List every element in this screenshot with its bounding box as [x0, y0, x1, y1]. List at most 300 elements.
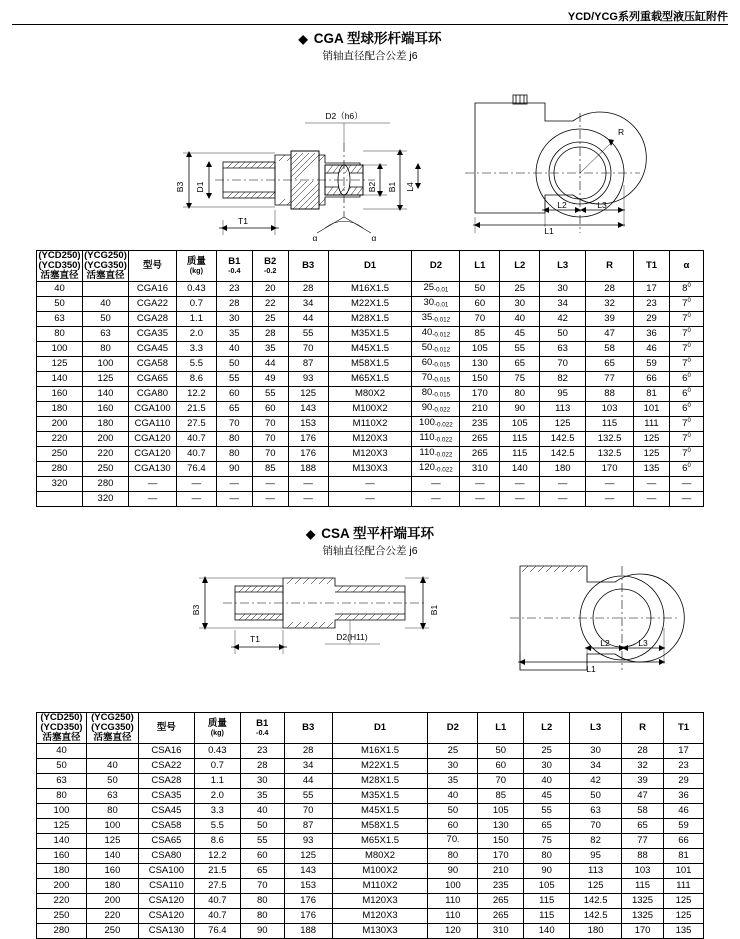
- cell-ycg-bore: 63: [86, 788, 138, 803]
- cell-d2: 90-0.022: [412, 401, 460, 416]
- svg-text:T1: T1: [250, 634, 260, 644]
- cell-l3: 180: [570, 923, 622, 938]
- cell-t1: 66: [663, 833, 703, 848]
- cell-l2: 25: [524, 743, 570, 758]
- cell-b1: 80: [240, 908, 284, 923]
- drawing-csa: [175, 558, 735, 688]
- cell-b2: 25: [252, 311, 288, 326]
- cell-d1: M35X1.5: [332, 788, 428, 803]
- cell-l1: 170: [478, 848, 524, 863]
- t2-hd-b3: B3: [284, 713, 332, 744]
- cell-r: 39: [586, 311, 634, 326]
- cell-ycg-bore: 80: [82, 341, 128, 356]
- t1-hd-b1-tol: -0.4: [228, 266, 241, 276]
- cell-mass: 12.2: [194, 848, 240, 863]
- table-row: [37, 296, 704, 311]
- t1-hd-l3: L3: [540, 251, 586, 282]
- table-row: [37, 446, 704, 461]
- t1-hd-b1: [216, 251, 252, 282]
- cell-d1: M45X1.5: [332, 803, 428, 818]
- t2-hd-b1-tol: -0.4: [256, 728, 269, 738]
- cell-b1: 30: [216, 311, 252, 326]
- cell-ycg-bore: 100: [86, 818, 138, 833]
- cell-mass: 27.5: [194, 878, 240, 893]
- t1-hd-mass: [176, 251, 216, 282]
- cell-b3: —: [288, 476, 328, 491]
- cell-t1: 125: [663, 893, 703, 908]
- svg-text:D2（h6）: D2（h6）: [325, 111, 363, 121]
- cell-l2: 90: [524, 863, 570, 878]
- cell-l3: 142.5: [570, 893, 622, 908]
- cell-b2: 35: [252, 341, 288, 356]
- cell-l1: 235: [478, 878, 524, 893]
- table-row: [37, 416, 704, 431]
- cell-model: CSA22: [138, 758, 194, 773]
- cell-model: CSA110: [138, 878, 194, 893]
- cell-t1: 36: [634, 326, 670, 341]
- cell-b1: —: [216, 491, 252, 506]
- cell-l1: 70: [478, 773, 524, 788]
- table-row: [37, 281, 704, 296]
- cell-b3: 93: [284, 833, 332, 848]
- cell-b3: 55: [284, 788, 332, 803]
- cell-l1: 70: [460, 311, 500, 326]
- t1-hd-alpha: α: [669, 251, 703, 282]
- cell-mass: 0.7: [176, 296, 216, 311]
- cell-l3: 30: [540, 281, 586, 296]
- t1-hd-t1: T1: [634, 251, 670, 282]
- cell-b3: 176: [288, 446, 328, 461]
- cell-d1: M58X1.5: [332, 818, 428, 833]
- cell-l3: 142.5: [540, 431, 586, 446]
- cell-t1: —: [634, 476, 670, 491]
- cell-b1: 80: [216, 431, 252, 446]
- table-row: [37, 401, 704, 416]
- cell-r: 1325: [622, 893, 664, 908]
- cell-model: CGA35: [128, 326, 176, 341]
- table-row: [37, 743, 704, 758]
- cell-ycg-bore: 250: [82, 461, 128, 476]
- cell-model: CSA16: [138, 743, 194, 758]
- cell-ycg-bore: 180: [86, 878, 138, 893]
- cell-l3: 42: [570, 773, 622, 788]
- table-row: [37, 431, 704, 446]
- cell-d1: —: [328, 491, 412, 506]
- cell-model: CSA120: [138, 893, 194, 908]
- t1-hd-l1: L1: [460, 251, 500, 282]
- cell-l2: 115: [524, 893, 570, 908]
- cell-alpha: $7^0$: [669, 341, 703, 356]
- cell-b3: —: [288, 491, 328, 506]
- cell-l3: —: [540, 491, 586, 506]
- cell-ycd-bore: 140: [37, 371, 83, 386]
- cell-alpha: $7^0$: [669, 446, 703, 461]
- cell-t1: 125: [663, 908, 703, 923]
- cell-alpha-degree: 0: [687, 328, 691, 335]
- table-row: [37, 788, 704, 803]
- cell-model: CGA110: [128, 416, 176, 431]
- cell-r: 65: [586, 356, 634, 371]
- cell-b1: 70: [216, 416, 252, 431]
- cell-ycg-bore: 40: [86, 758, 138, 773]
- cell-t1: 135: [663, 923, 703, 938]
- cell-mass: 21.5: [194, 863, 240, 878]
- cell-d1: M120X3: [328, 431, 412, 446]
- cell-r: 170: [586, 461, 634, 476]
- cell-d1: M22X1.5: [332, 758, 428, 773]
- cell-b3: 176: [284, 908, 332, 923]
- cell-l1: 235: [460, 416, 500, 431]
- cell-b2: 20: [252, 281, 288, 296]
- cell-d2: 110-0.022: [412, 431, 460, 446]
- cell-alpha: —: [669, 476, 703, 491]
- table-row: [37, 893, 704, 908]
- svg-text:L3: L3: [597, 200, 607, 210]
- cell-d1: M120X3: [332, 893, 428, 908]
- cell-l2: —: [500, 491, 540, 506]
- cell-l3: 82: [570, 833, 622, 848]
- cell-l1: 105: [460, 341, 500, 356]
- cell-ycd-bore: 63: [37, 311, 83, 326]
- svg-text:L2: L2: [600, 638, 610, 648]
- cell-l2: 80: [524, 848, 570, 863]
- cell-mass: 0.43: [194, 743, 240, 758]
- cell-ycd-bore: 160: [37, 848, 87, 863]
- svg-text:B2: B2: [367, 181, 377, 193]
- cell-r: 58: [622, 803, 664, 818]
- cell-d1: M58X1.5: [328, 356, 412, 371]
- cell-b3: 34: [284, 758, 332, 773]
- t1-hd-mass-unit: (kg): [189, 266, 203, 276]
- t2-hd-b1-label: B1: [256, 718, 269, 730]
- table-row: [37, 803, 704, 818]
- cell-d1: M110X2: [328, 416, 412, 431]
- cell-alpha-degree: 0: [687, 463, 691, 470]
- cell-b2: 44: [252, 356, 288, 371]
- cell-d2-tolerance: -0.015: [432, 361, 451, 369]
- cell-ycd-bore: 140: [37, 833, 87, 848]
- cell-d2: —: [412, 491, 460, 506]
- cell-ycd-bore: 160: [37, 386, 83, 401]
- cell-b1: —: [216, 476, 252, 491]
- cell-l1: —: [460, 491, 500, 506]
- cell-model: CGA120: [128, 431, 176, 446]
- cell-r: —: [586, 491, 634, 506]
- cell-d2: 35: [428, 773, 478, 788]
- cell-model: —: [128, 476, 176, 491]
- table-row: [37, 848, 704, 863]
- cell-alpha: $7^0$: [669, 356, 703, 371]
- cell-d1: M16X1.5: [328, 281, 412, 296]
- cell-d2: 120: [428, 923, 478, 938]
- table-row: [37, 311, 704, 326]
- svg-text:α: α: [312, 233, 318, 243]
- cell-alpha-degree: 0: [687, 283, 691, 290]
- cell-l3: 34: [570, 758, 622, 773]
- cell-d1: M100X2: [328, 401, 412, 416]
- cell-ycd-bore: 100: [37, 341, 83, 356]
- cell-d2-tolerance: -0.01: [434, 286, 449, 294]
- t1-hd-col2-l1: (YCG250): [84, 250, 127, 261]
- cell-alpha-degree: 0: [687, 448, 691, 455]
- cell-b3: 93: [288, 371, 328, 386]
- cell-mass: 40.7: [194, 908, 240, 923]
- cell-b1: 80: [216, 446, 252, 461]
- cell-mass: 2.0: [176, 326, 216, 341]
- cell-d2: 90: [428, 863, 478, 878]
- cell-r: 103: [586, 401, 634, 416]
- cell-alpha-degree: 0: [687, 433, 691, 440]
- cell-ycd-bore: 280: [37, 461, 83, 476]
- table-row: [37, 923, 704, 938]
- cell-ycd-bore: 180: [37, 401, 83, 416]
- t1-hd-mass-label: 质量: [186, 256, 206, 268]
- cell-ycg-bore: [82, 281, 128, 296]
- cell-ycd-bore: 125: [37, 818, 87, 833]
- cell-b1: 28: [216, 296, 252, 311]
- cell-ycd-bore: 220: [37, 431, 83, 446]
- cell-l3: 50: [570, 788, 622, 803]
- cell-r: 39: [622, 773, 664, 788]
- cell-r: 115: [622, 878, 664, 893]
- cell-ycd-bore: 200: [37, 878, 87, 893]
- table-row: [37, 833, 704, 848]
- table-row: [37, 356, 704, 371]
- cell-ycd-bore: 40: [37, 281, 83, 296]
- cell-ycd-bore: 50: [37, 296, 83, 311]
- cell-model: CSA130: [138, 923, 194, 938]
- cell-ycd-bore: 80: [37, 326, 83, 341]
- section-title-cga: [0, 27, 740, 47]
- cell-t1: 29: [663, 773, 703, 788]
- cell-d2-tolerance: -0.015: [432, 391, 451, 399]
- cell-l1: 265: [478, 893, 524, 908]
- cell-t1: 125: [634, 431, 670, 446]
- cell-d1: M120X3: [328, 446, 412, 461]
- cell-b1: 70: [240, 878, 284, 893]
- cell-d2-tolerance: -0.022: [434, 421, 453, 429]
- cell-t1: 23: [663, 758, 703, 773]
- cell-d2: 25: [428, 743, 478, 758]
- cell-alpha: $7^0$: [669, 311, 703, 326]
- cell-r: 58: [586, 341, 634, 356]
- t1-hd-r: R: [586, 251, 634, 282]
- section-subtitle-cga: 销轴直径配合公差 j6: [322, 50, 418, 62]
- cell-d2: 110-0.022: [412, 446, 460, 461]
- cell-model: —: [128, 491, 176, 506]
- cell-l2: 115: [500, 431, 540, 446]
- t1-hd-col1-l2: (YCD350): [38, 259, 81, 271]
- cell-d2: 35-0.012: [412, 311, 460, 326]
- cell-l2: 65: [524, 818, 570, 833]
- cell-ycg-bore: 180: [82, 416, 128, 431]
- cell-ycd-bore: 80: [37, 788, 87, 803]
- cell-ycg-bore: 160: [82, 401, 128, 416]
- cell-r: 47: [622, 788, 664, 803]
- cell-d2: 80-0.015: [412, 386, 460, 401]
- cell-d1: M35X1.5: [328, 326, 412, 341]
- cell-mass: 8.6: [176, 371, 216, 386]
- cell-model: CGA120: [128, 446, 176, 461]
- cell-b1: 40: [240, 803, 284, 818]
- cell-t1: 17: [634, 281, 670, 296]
- t2-hd-mass-label: 质量: [207, 718, 227, 730]
- cell-r: 77: [622, 833, 664, 848]
- cell-b3: 44: [284, 773, 332, 788]
- cell-l2: 75: [500, 371, 540, 386]
- cell-t1: 46: [663, 803, 703, 818]
- cell-l1: 265: [478, 908, 524, 923]
- cell-r: 115: [586, 416, 634, 431]
- svg-text:B3: B3: [191, 604, 201, 616]
- cell-b1: 65: [240, 863, 284, 878]
- table-row: [37, 326, 704, 341]
- cell-b2: 49: [252, 371, 288, 386]
- cell-ycg-bore: 140: [86, 848, 138, 863]
- table-row: [37, 758, 704, 773]
- cell-ycd-bore: 50: [37, 758, 87, 773]
- t2-hd-col2-l1: (YCG250): [91, 712, 134, 723]
- cell-l2: 80: [500, 386, 540, 401]
- cell-mass: 1.1: [176, 311, 216, 326]
- cell-b3: 125: [288, 386, 328, 401]
- table-row: [37, 491, 704, 506]
- cell-mass: 27.5: [176, 416, 216, 431]
- cell-ycg-bore: 140: [82, 386, 128, 401]
- cell-l1: —: [460, 476, 500, 491]
- t1-hd-col2-l3: 活塞直径: [86, 269, 125, 281]
- cell-l2: 105: [524, 878, 570, 893]
- cell-r: 28: [622, 743, 664, 758]
- cell-d2: 30-0.01: [412, 296, 460, 311]
- cell-l2: 25: [500, 281, 540, 296]
- cell-d2: 40: [428, 788, 478, 803]
- cell-alpha-degree: 0: [687, 358, 691, 365]
- cell-b1: 23: [240, 743, 284, 758]
- cell-d2: 100: [428, 878, 478, 893]
- cell-l1: 85: [478, 788, 524, 803]
- cell-alpha: $6^0$: [669, 371, 703, 386]
- cell-r: 132.5: [586, 446, 634, 461]
- cell-t1: 29: [634, 311, 670, 326]
- svg-text:L3: L3: [638, 638, 648, 648]
- cell-b2: 60: [252, 401, 288, 416]
- t2-hd-col1-l2: (YCD350): [40, 721, 83, 733]
- cell-d1: M16X1.5: [332, 743, 428, 758]
- cell-alpha-degree: 0: [687, 403, 691, 410]
- cell-mass: 1.1: [194, 773, 240, 788]
- cell-mass: 40.7: [176, 446, 216, 461]
- cell-l3: 70: [540, 356, 586, 371]
- cell-d2: 40-0.012: [412, 326, 460, 341]
- cell-l1: 130: [478, 818, 524, 833]
- cell-mass: 0.7: [194, 758, 240, 773]
- cell-l3: —: [540, 476, 586, 491]
- cell-l1: 105: [478, 803, 524, 818]
- cell-alpha: $6^0$: [669, 461, 703, 476]
- cell-alpha-degree: 0: [687, 388, 691, 395]
- cell-l3: 125: [540, 416, 586, 431]
- table-row: [37, 386, 704, 401]
- t1-hd-b1-label: B1: [228, 256, 241, 268]
- cell-b2: 28: [252, 326, 288, 341]
- cell-b3: 34: [288, 296, 328, 311]
- cell-b1: 90: [240, 923, 284, 938]
- cell-d1: M28X1.5: [328, 311, 412, 326]
- cell-model: CSA58: [138, 818, 194, 833]
- cell-b2: 70: [252, 446, 288, 461]
- cell-l3: 50: [540, 326, 586, 341]
- cell-d2: 50-0.012: [412, 341, 460, 356]
- table-row: [37, 371, 704, 386]
- cell-l1: 150: [478, 833, 524, 848]
- cell-alpha-degree: 0: [687, 418, 691, 425]
- cell-t1: 23: [634, 296, 670, 311]
- cell-d2: 120-0.022: [412, 461, 460, 476]
- cell-alpha: $6^0$: [669, 401, 703, 416]
- cell-b3: 55: [288, 326, 328, 341]
- cell-l1: 265: [460, 446, 500, 461]
- cell-l1: 60: [460, 296, 500, 311]
- cell-model: CSA35: [138, 788, 194, 803]
- svg-text:α: α: [371, 233, 377, 243]
- cell-b2: 55: [252, 386, 288, 401]
- cell-model: CSA100: [138, 863, 194, 878]
- cell-model: CGA58: [128, 356, 176, 371]
- cell-l3: 34: [540, 296, 586, 311]
- cell-l3: 125: [570, 878, 622, 893]
- cell-l3: 42: [540, 311, 586, 326]
- cell-model: CSA80: [138, 848, 194, 863]
- cell-mass: 40.7: [176, 431, 216, 446]
- cell-l2: 55: [500, 341, 540, 356]
- cell-d2: 70-0.015: [412, 371, 460, 386]
- cell-d2-tolerance: -: [457, 838, 460, 846]
- cell-t1: 46: [634, 341, 670, 356]
- svg-text:D1: D1: [195, 181, 205, 193]
- svg-text:L1: L1: [544, 226, 554, 236]
- cell-l2: 140: [500, 461, 540, 476]
- table-row: [37, 476, 704, 491]
- t2-hd-l3: L3: [570, 713, 622, 744]
- cell-ycd-bore: 200: [37, 416, 83, 431]
- cell-d2-tolerance: -0.022: [432, 406, 451, 414]
- cell-l1: 85: [460, 326, 500, 341]
- cell-d1: M80X2: [328, 386, 412, 401]
- cell-model: CGA45: [128, 341, 176, 356]
- cell-l3: 70: [570, 818, 622, 833]
- page-header-title: YCD/YCG系列重载型液压缸附件: [567, 11, 728, 23]
- cell-l2: 30: [524, 758, 570, 773]
- cell-ycd-bore: 220: [37, 893, 87, 908]
- t1-hd-b3: B3: [288, 251, 328, 282]
- cell-d2-tolerance: -0.012: [432, 331, 451, 339]
- cell-l3: 113: [570, 863, 622, 878]
- cell-ycd-bore: 280: [37, 923, 87, 938]
- t2-hd-col1-l3: 活塞直径: [42, 731, 81, 743]
- cell-l1: 170: [460, 386, 500, 401]
- cell-l3: 63: [570, 803, 622, 818]
- cell-l3: 95: [570, 848, 622, 863]
- svg-text:L4: L4: [405, 182, 415, 192]
- svg-text:R: R: [618, 127, 625, 137]
- cell-ycg-bore: 125: [86, 833, 138, 848]
- cell-l2: 45: [524, 788, 570, 803]
- cell-ycd-bore: 320: [37, 476, 83, 491]
- cell-model: CSA28: [138, 773, 194, 788]
- cell-alpha-degree: 0: [687, 298, 691, 305]
- cell-d2: 70-: [428, 833, 478, 848]
